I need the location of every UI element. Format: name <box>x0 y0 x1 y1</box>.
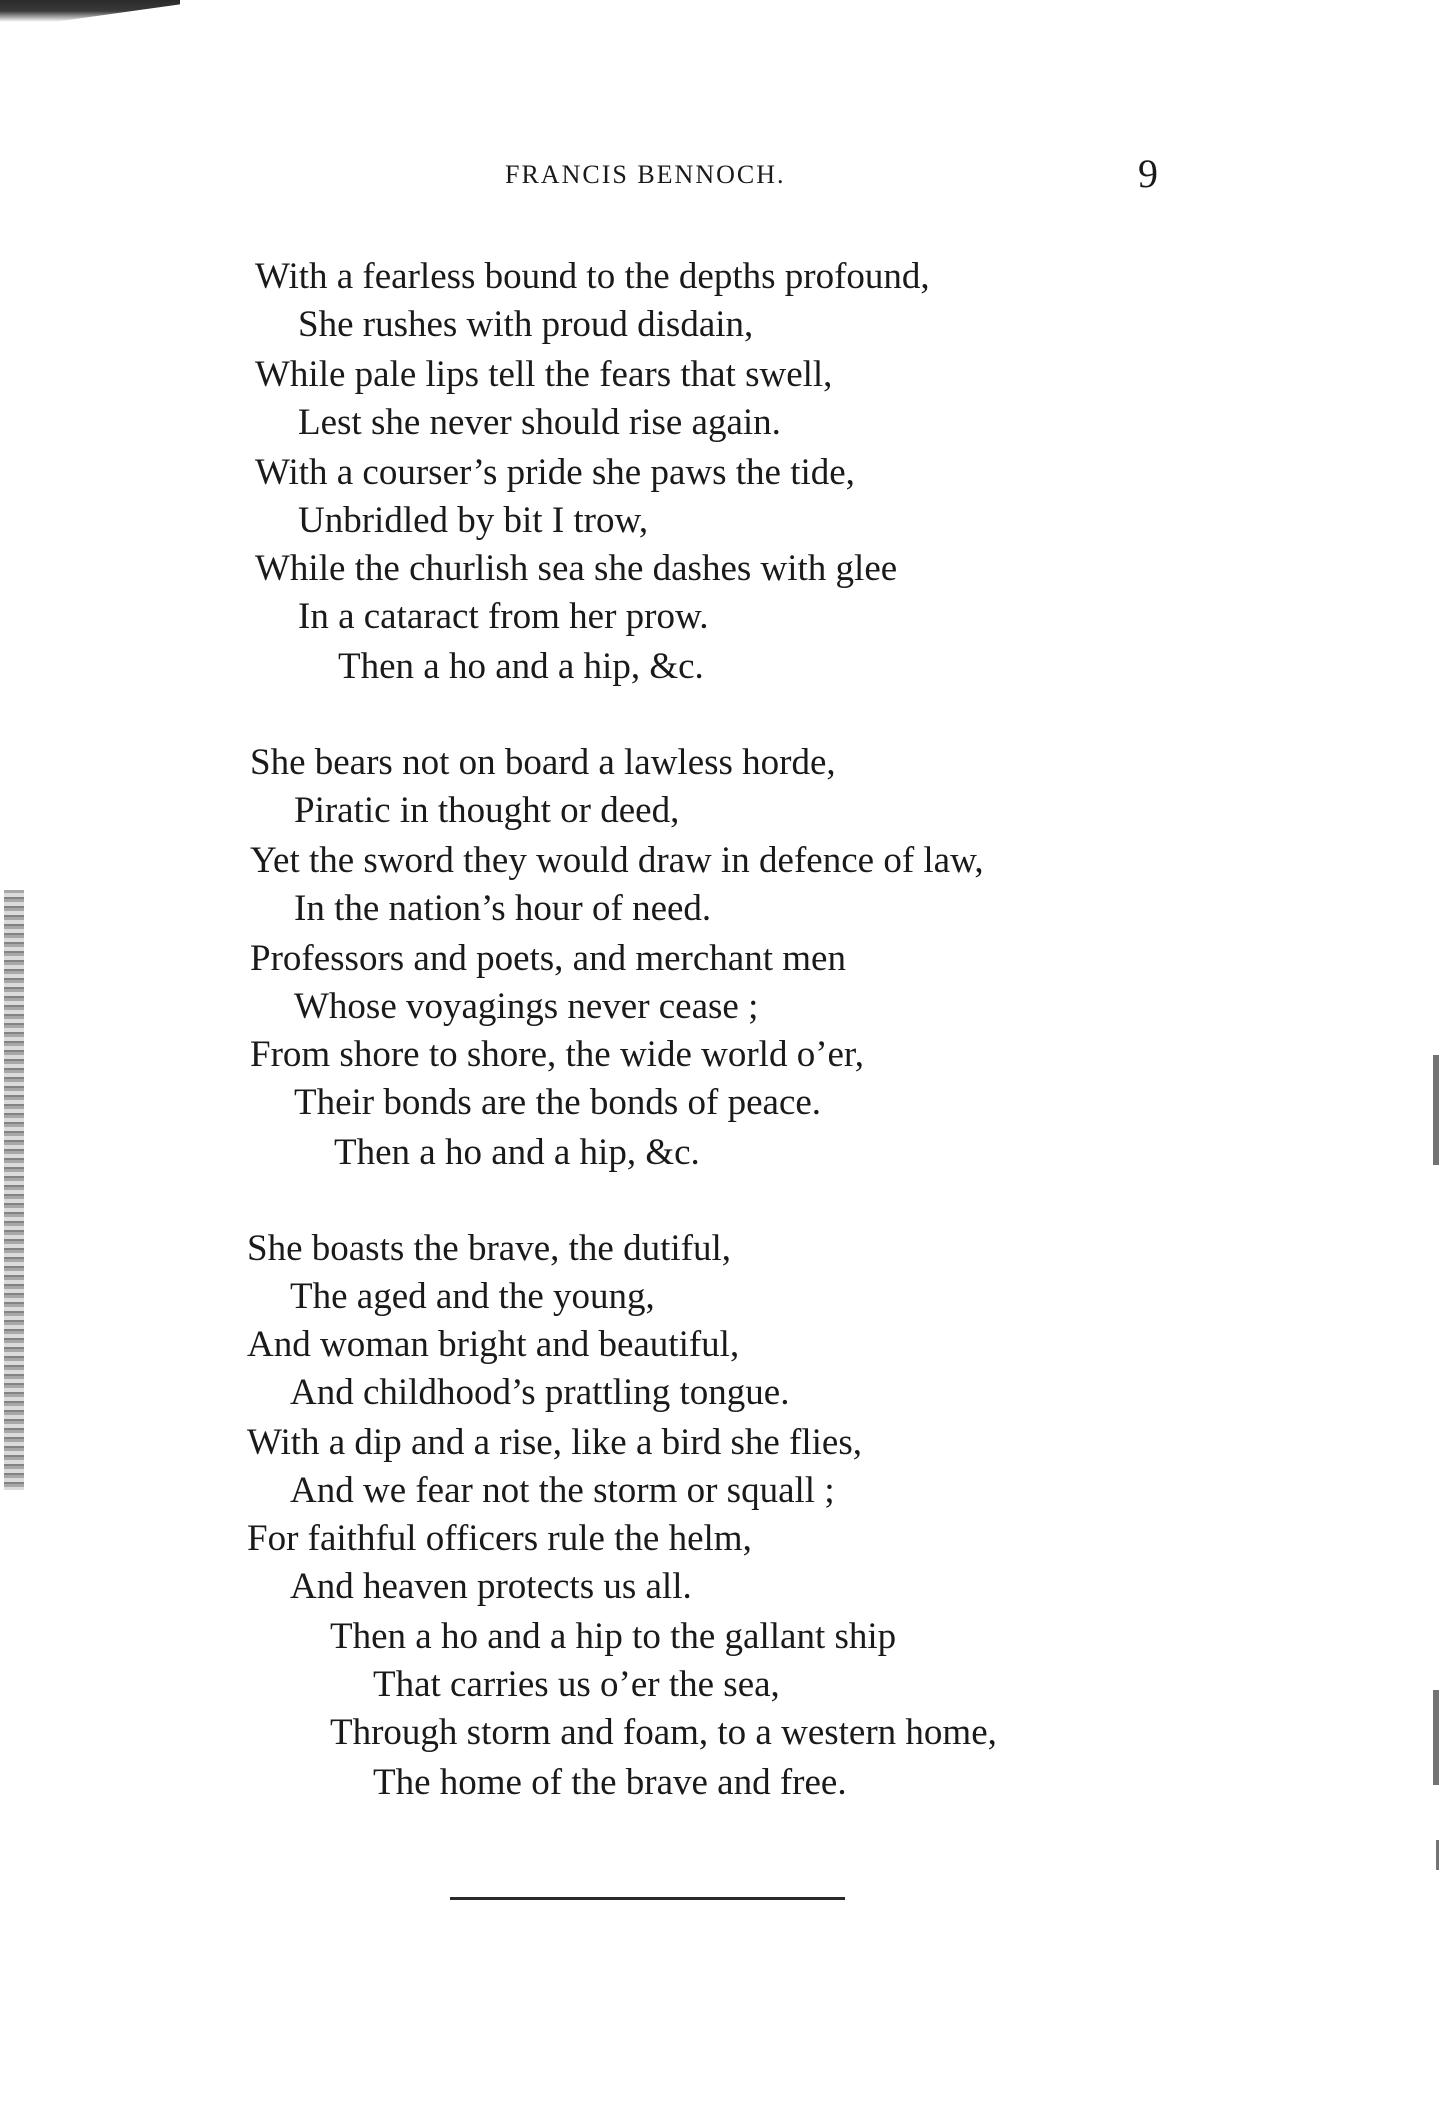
poem-line: Yet the sword they would draw in defence of law, <box>250 840 984 881</box>
binding-edge <box>4 890 24 1490</box>
scan-mark <box>1433 1055 1439 1165</box>
scan-mark <box>1433 1690 1439 1785</box>
poem-line: The home of the brave and free. <box>373 1762 847 1803</box>
poem-line: While the churlish sea she dashes with glee <box>255 548 898 589</box>
poem-line: Their bonds are the bonds of peace. <box>294 1082 822 1123</box>
poem-line: Through storm and foam, to a western home, <box>330 1712 997 1753</box>
poem-line: Then a ho and a hip, &c. <box>338 646 704 687</box>
poem-line: From shore to shore, the wide world o’er, <box>250 1034 865 1075</box>
scan-mark <box>1436 1840 1439 1870</box>
poem-line: Professors and poets, and merchant men <box>250 938 846 979</box>
poem-line: Then a ho and a hip to the gallant ship <box>330 1616 897 1657</box>
poem-line: She bears not on board a lawless horde, <box>250 742 836 783</box>
running-title: FRANCIS BENNOCH. <box>505 160 786 189</box>
poem-line: And woman bright and beautiful, <box>247 1324 740 1365</box>
poem-line: With a courser’s pride she paws the tide, <box>255 452 855 493</box>
poem-line: Then a ho and a hip, &c. <box>334 1132 700 1173</box>
poem-line: That carries us o’er the sea, <box>373 1664 780 1705</box>
page-number: 9 <box>1138 151 1158 196</box>
poem-line: For faithful officers rule the helm, <box>247 1518 752 1559</box>
poem-line: She boasts the brave, the dutiful, <box>247 1228 731 1269</box>
poem-line: And we fear not the storm or squall ; <box>290 1470 835 1511</box>
poem-line: Whose voyagings never cease ; <box>294 986 759 1027</box>
poem-line: In a cataract from her prow. <box>298 596 709 637</box>
poem-line: Unbridled by bit I trow, <box>298 500 649 541</box>
scan-smudge <box>0 0 180 22</box>
poem-line: The aged and the young, <box>290 1276 655 1317</box>
poem-line: Lest she never should rise again. <box>298 402 781 443</box>
poem-line: And heaven protects us all. <box>290 1566 692 1607</box>
poem-line: With a dip and a rise, like a bird she flies, <box>247 1422 862 1463</box>
poem-line: Piratic in thought or deed, <box>294 790 680 831</box>
poem-line: With a fearless bound to the depths profound, <box>255 256 930 297</box>
poem-line: And childhood’s prattling tongue. <box>290 1372 790 1413</box>
poem-line: In the nation’s hour of need. <box>294 888 712 929</box>
poem-line: She rushes with proud disdain, <box>298 304 754 345</box>
poem-line: While pale lips tell the fears that swell, <box>255 354 833 395</box>
end-rule <box>450 1897 845 1900</box>
